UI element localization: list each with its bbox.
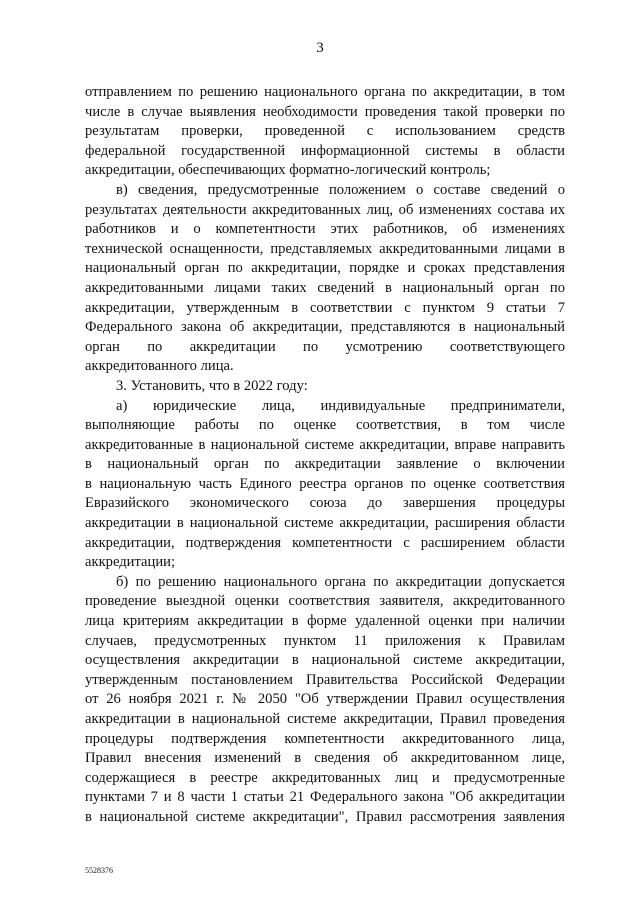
text-line: утвержденным постановлением Правительства Российской Федерации [85,671,565,688]
text-line: федеральной государственной информационной системы в области [85,142,565,159]
text-line: результатам проверки, проведенной с использованием средств [85,123,565,140]
text-line: орган по аккредитации по усмотрению соответствующего [85,338,565,355]
text-line: аккредитации в национальной системе аккредитации, расширения области [85,515,565,532]
text-line: от 26 ноября 2021 г. № 2050 "Об утверждении Правил осуществления [85,691,565,708]
text-line: проведение выездной оценки соответствия заявителя, аккредитованного [85,593,565,610]
text-line: выполняющие работы по оценке соответствия, в том числе [85,417,565,434]
text-line: национальный орган по аккредитации, порядке и сроках представления [85,260,565,277]
text-line: технической оснащенности, представляемых аккредитованными лицами в [85,240,565,257]
text-line: случаев, предусмотренных пунктом 11 приложения к Правилам [85,632,565,649]
text-line: Федерального закона об аккредитации, представляются в национальный [85,319,565,336]
text-line: 3. Установить, что в 2022 году: [116,377,308,394]
page-number: 3 [316,40,324,56]
text-line: процедуры подтверждения компетентности аккредитованного лица, [85,730,565,747]
document-body [85,83,565,828]
text-line: в национальной системе аккредитации", Правил рассмотрения заявления [85,808,565,825]
text-line: аккредитации; [85,554,175,571]
text-line: Правил внесения изменений в сведения об аккредитованном лице, [85,750,565,767]
text-line: пунктами 7 и 8 части 1 статьи 21 Федерального закона "Об аккредитации [85,789,565,806]
text-line: лица критериям аккредитации в форме удаленной оценки при наличии [85,613,565,630]
text-line: работников и о компетентности этих работников, об изменениях [85,221,565,238]
text-line: б) по решению национального органа по аккредитации допускается [116,573,565,590]
text-line: аккредитации, подтверждения компетентности с расширением области [85,534,565,551]
text-line: аккредитации в национальной системе аккредитации, Правил проведения [85,711,565,727]
text-line: аккредитованного лица. [85,358,234,375]
text-line: в национальный орган по аккредитации заявление о включении [85,456,565,473]
text-line: результатах деятельности аккредитованных лиц, об изменениях состава их [85,201,565,218]
text-line: аккредитованные в национальной системе аккредитации, вправе направить [85,436,565,453]
text-line: Евразийского экономического союза до завершения процедуры [85,495,565,512]
text-line: аккредитации, утвержденным в соответствии с пунктом 9 статьи 7 [85,299,565,316]
text-line: в национальную часть Единого реестра органов по оценке соответствия [85,475,565,492]
text-line: отправлением по решению национального органа по аккредитации, в том [85,84,565,100]
text-line: а) юридические лица, индивидуальные предприниматели, [116,397,565,414]
text-line: аккредитованными лицами таких сведений в национальный орган по [85,279,565,296]
document-code: 5528376 [85,866,113,875]
text-line: числе в случае выявления необходимости проведения такой проверки по [85,103,565,120]
text-line: аккредитации, обеспечивающих форматно-логический контроль; [85,162,491,179]
text-line: осуществления аккредитации в национальной системе аккредитации, [85,652,565,669]
text-line: в) сведения, предусмотренные положением о составе сведений о [116,181,565,198]
text-line: содержащиеся в реестре аккредитованных лиц и предусмотренные [85,769,565,786]
